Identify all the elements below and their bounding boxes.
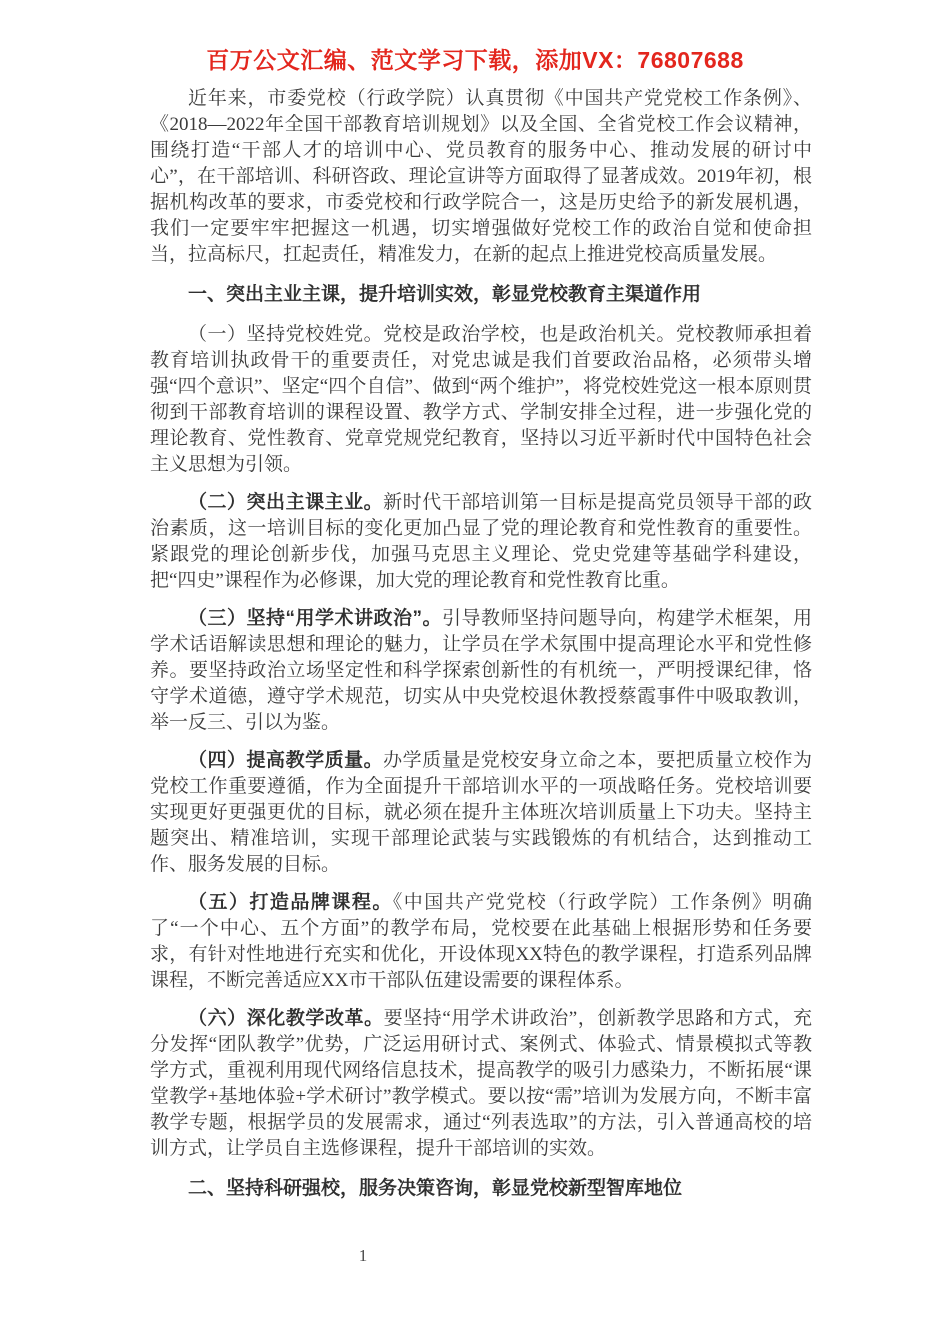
section-heading: 一、突出主业主课，提升培训实效，彰显党校教育主渠道作用 [188, 284, 702, 305]
paragraph: （五）打造品牌课程。《中国共产党党校（行政学院）工作条例》明确了“一个中心、五个方面”的教学布局，党校要在此基础上根据形势和任务要求，有针对性地进行充实和优化，开设体现XX特色的教学课程，打造系列品牌课程，不断完善适应XX市干部队伍建设需要的课程体系。 [150, 892, 812, 991]
paragraph-lead: （三）坚持“用学术讲政治”。 [188, 608, 442, 629]
paragraph-lead: （二）突出主课主业。 [188, 492, 384, 513]
paragraph: 近年来，市委党校（行政学院）认真贯彻《中国共产党党校工作条例》、《2018—2022年全国干部教育培训规划》以及全国、全省党校工作会议精神，围绕打造“干部人才的培训中心、党员教育的服务中心、推动发展的研讨中心”，在干部培训、科研咨政、理论宣讲等方面取得了显著成效。2019年初，根据机构改革的要求，市委党校和行政学院合一，这是历史给予的新发展机遇，我们一定要牢牢把握这一机遇，切实增强做好党校工作的政治自觉和使命担当，拉高标尺，扛起责任，精准发力，在新的起点上推进党校高质量发展。 [150, 88, 812, 265]
paragraph-lead: （四）提高教学质量。 [188, 750, 384, 771]
section-heading: 二、坚持科研强校，服务决策咨询，彰显党校新型智库地位 [188, 1178, 683, 1199]
paragraph: （二）突出主课主业。新时代干部培训第一目标是提高党员领导干部的政治素质，这一培训目标的变化更加凸显了党的理论教育和党性教育的重要性。紧跟党的理论创新步伐，加强马克思主义理论、党史党建等基础学科建设，把“四史”课程作为必修课，加大党的理论教育和党性教育比重。 [150, 492, 812, 591]
paragraph: （三）坚持“用学术讲政治”。引导教师坚持问题导向，构建学术框架，用学术话语解读思想和理论的魅力，让学员在学术氛围中提高理论水平和党性修养。要坚持政治立场坚定性和科学探索创新性的有机统一，严明授课纪律，恪守学术道德，遵守学术规范，切实从中央党校退休教授蔡霞事件中吸取教训，举一反三、引以为鉴。 [150, 608, 812, 733]
paragraph-lead: （六）深化教学改革。 [188, 1008, 384, 1029]
paragraph-lead: （五）打造品牌课程。 [188, 892, 393, 913]
document-body [150, 86, 812, 1216]
paragraph: （四）提高教学质量。办学质量是党校安身立命之本，要把质量立校作为党校工作重要遵循，作为全面提升干部培训水平的一项战略任务。党校培训要实现更好更强更优的目标，就必须在提升主体班次培训质量上下功夫。坚持主题突出、精准培训，实现干部理论武装与实践锻炼的有机结合，达到推动工作、服务发展的目标。 [150, 750, 812, 875]
paragraph: （六）深化教学改革。要坚持“用学术讲政治”，创新教学思路和方式，充分发挥“团队教学”优势，广泛运用研讨式、案例式、体验式、情景模拟式等教学方式，重视利用现代网络信息技术，提高教学的吸引力感染力，不断拓展“课堂教学+基地体验+学术研讨”教学模式。要以按“需”培训为发展方向，不断丰富教学专题，根据学员的发展需求，通过“列表选取”的方法，引入普通高校的培训方式，让学员自主选修课程，提升干部培训的实效。 [150, 1008, 812, 1159]
paragraph: （一）坚持党校姓党。党校是政治学校，也是政治机关。党校教师承担着教育培训执政骨干的重要责任，对党忠诚是我们首要政治品格，必须带头增强“四个意识”、坚定“四个自信”、做到“两个维护”，将党校姓党这一根本原则贯彻到干部教育培训的课程设置、教学方式、学制安排全过程，进一步强化党的理论教育、党性教育、党章党规党纪教育，坚持以习近平新时代中国特色社会主义思想为引领。 [150, 324, 812, 475]
page-number: 1 [358, 1246, 368, 1265]
promo-header-text: 百万公文汇编、范文学习下载，添加VX：76807688 [206, 47, 744, 73]
